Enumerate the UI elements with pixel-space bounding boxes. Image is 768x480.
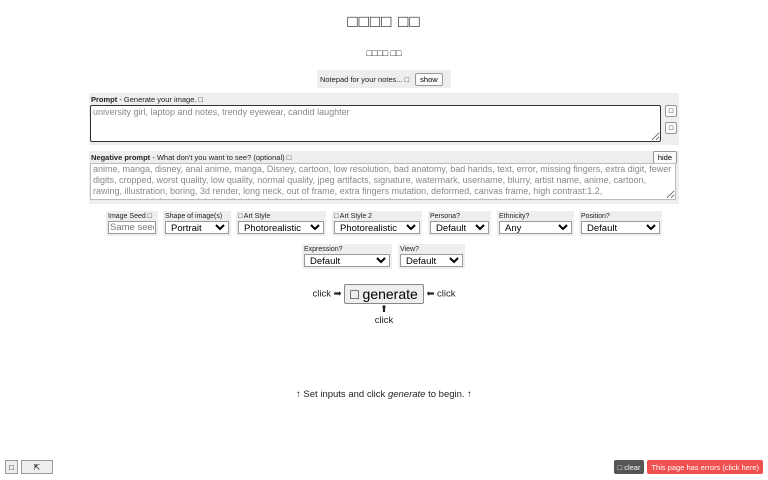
- clear-button[interactable]: □ clear: [614, 460, 645, 474]
- view-select[interactable]: [400, 254, 463, 267]
- seed-label: Image Seed □: [108, 213, 152, 220]
- prompt-panel: [89, 93, 679, 145]
- click-hint-right: ⬅ click: [426, 288, 456, 300]
- bottom-right-controls: [614, 460, 763, 474]
- view-field: [398, 244, 465, 269]
- seed-field: [106, 211, 158, 236]
- ethnicity-label: Ethnicity?: [499, 213, 530, 220]
- negative-prompt-panel: [89, 151, 679, 204]
- position-field: [579, 211, 662, 236]
- notepad-label: Notepad for your notes... □: [320, 74, 410, 84]
- click-hint-below: click: [374, 315, 394, 326]
- notepad-show-button[interactable]: show: [415, 73, 443, 86]
- shape-field: [163, 211, 231, 236]
- art-style-2-label: □ Art Style 2: [334, 213, 373, 220]
- notepad-bar: [317, 70, 451, 88]
- toggle-button[interactable]: □: [5, 460, 18, 474]
- expression-field: [302, 244, 392, 269]
- shape-label: Shape of image(s): [165, 213, 223, 220]
- ethnicity-field: [497, 211, 574, 236]
- begin-hint: ↑ Set inputs and click generate to begin. ↑: [296, 389, 472, 400]
- negative-prompt-input[interactable]: [90, 163, 676, 200]
- persona-field: [428, 211, 491, 236]
- art-style-2-select[interactable]: [334, 221, 420, 234]
- art-style-field: [236, 211, 326, 236]
- shape-select[interactable]: [165, 221, 229, 234]
- negative-hide-button[interactable]: hide: [653, 151, 677, 164]
- art-style-select[interactable]: [238, 221, 324, 234]
- position-label: Position?: [581, 213, 610, 220]
- errors-button[interactable]: This page has errors (click here): [647, 460, 763, 474]
- page-title: □□□□ □□: [347, 12, 421, 31]
- expand-icon[interactable]: ⇱: [21, 460, 53, 474]
- up-arrow-icon: ⬆: [380, 304, 388, 315]
- persona-label: Persona?: [430, 213, 460, 220]
- art-style-2-field: [332, 211, 422, 236]
- expression-select[interactable]: [304, 254, 390, 267]
- prompt-side-button-2[interactable]: □: [665, 122, 677, 134]
- seed-input[interactable]: [108, 221, 156, 234]
- bottom-left-controls: [5, 460, 53, 474]
- ethnicity-select[interactable]: [499, 221, 572, 234]
- prompt-side-button-1[interactable]: □: [665, 105, 677, 117]
- prompt-input[interactable]: [90, 105, 661, 142]
- view-label: View?: [400, 246, 419, 253]
- negative-prompt-label: Negative prompt - What don't you want to see? (optional) □: [91, 153, 292, 162]
- page-subtitle: □□□□ □□: [366, 48, 402, 58]
- generate-area: [0, 284, 768, 326]
- click-hint-left: click ➡: [312, 288, 342, 300]
- position-select[interactable]: [581, 221, 660, 234]
- art-style-label: □ Art Style: [238, 213, 271, 220]
- expression-label: Expression?: [304, 246, 343, 253]
- prompt-label: Prompt - Generate your image. □: [91, 95, 204, 104]
- persona-select[interactable]: [430, 221, 489, 234]
- generate-button[interactable]: □ generate: [344, 284, 424, 304]
